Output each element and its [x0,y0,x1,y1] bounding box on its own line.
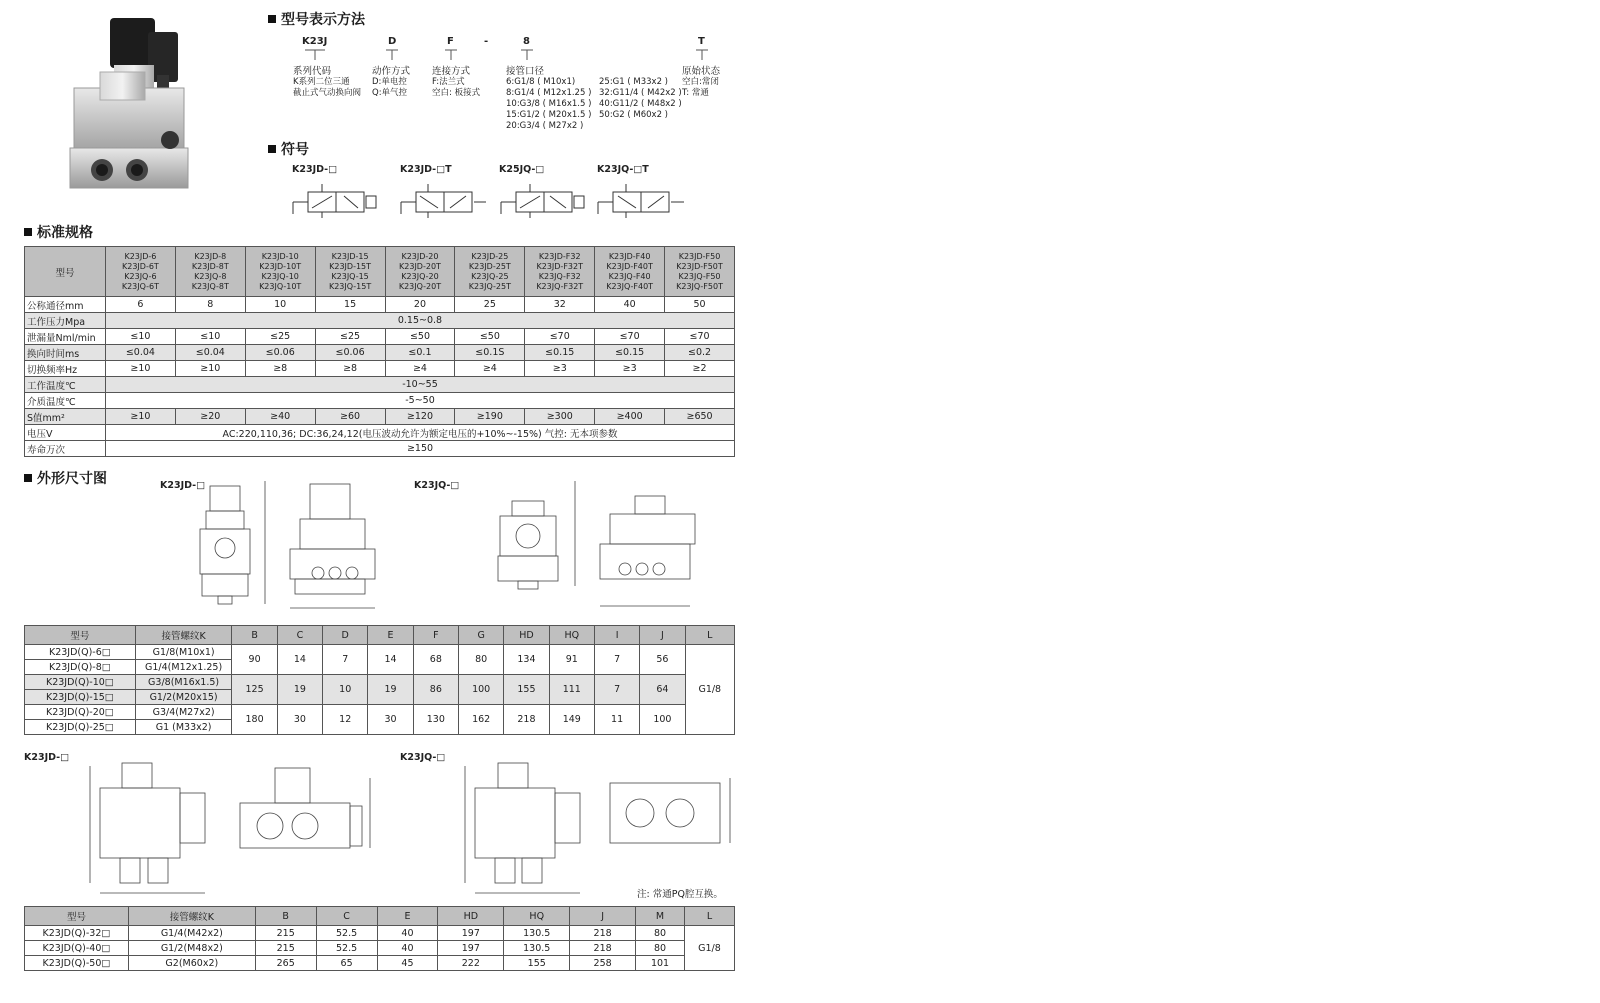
spec-cell: 40 [595,297,665,313]
dim1-cell: 100 [459,675,504,705]
dim2-cell: G1/4(M42x2) [128,926,255,941]
dim1-model: K23JD(Q)-20□ [25,705,136,720]
spec-row [25,345,735,361]
dim1-cell: 64 [640,675,685,705]
dim1-cell: 7 [594,645,639,675]
dim2-cell: 258 [570,956,636,971]
spec-header-label: 型号 [25,247,106,297]
dim1-model: K23JD(Q)-10□ [25,675,136,690]
spec-row-label: 寿命万次 [25,441,106,457]
spec-cell: 15 [315,297,385,313]
dimension-drawings-top [180,476,700,616]
dim1-thread: G1/8(M10x1) [135,645,232,660]
dim2-head: HQ [504,907,570,926]
spec-cell: ≤0.15 [595,345,665,361]
group-state: 原始状态 空白:常闭 T: 常通 [682,66,721,98]
spec-cell: 20 [385,297,455,313]
code-port: 8 [523,36,530,47]
spec-cell: ≥10 [105,409,175,425]
dim2-cell: 265 [255,956,316,971]
spec-model-col: K23JD-15 K23JD-15T K23JQ-15 K23JQ-15T [315,247,385,297]
dim2-head: L [684,907,734,926]
dim-table-2-header [25,907,735,926]
spec-cell: ≤70 [595,329,665,345]
dim1-cell: 130 [413,705,458,735]
dim2-cell: K23JD(Q)-40□ [25,941,129,956]
group-connection: 连接方式 F:法兰式 空白: 板接式 [432,66,481,98]
code-dash: - [484,36,489,47]
spec-row-label: 换向时间ms [25,345,106,361]
dim1-cell: 180 [232,705,277,735]
spec-cell: ≥8 [315,361,385,377]
model-section-title: 型号表示方法 [268,9,365,29]
code-state: T [698,36,705,47]
spec-cell: ≤25 [315,329,385,345]
product-photo [62,10,192,199]
dim2-head: C [316,907,377,926]
dim1-cell: 68 [413,645,458,675]
spec-cell: 6 [105,297,175,313]
spec-section-title: 标准规格 [24,222,93,242]
spec-cell: ≥3 [595,361,665,377]
dim2-cell: 45 [377,956,438,971]
dim2-l: G1/8 [684,926,734,971]
dim1-row [25,675,735,690]
spec-cell: ≥2 [665,361,735,377]
dim2-cell: 197 [438,926,504,941]
dim1-head: I [594,626,639,645]
spec-model-col: K23JD-10 K23JD-10T K23JQ-10 K23JQ-10T [245,247,315,297]
spec-cell: -5~50 [105,393,734,409]
spec-header-row [25,247,735,297]
spec-cell: ≥400 [595,409,665,425]
dim1-l: G1/8 [685,645,734,735]
symbol-label-3: K25JQ-□ [499,164,545,175]
spec-cell: ≤0.06 [245,345,315,361]
dim-table-1-header [25,626,735,645]
dim-table-2-body [25,926,735,971]
code-connection: F [447,36,454,47]
dim1-cell: 111 [549,675,594,705]
dim1-model: K23JD(Q)-8□ [25,660,136,675]
spec-body [25,297,735,457]
spec-cell: ≤0.15 [525,345,595,361]
dim1-head: 型号 [25,626,136,645]
dim1-cell: 56 [640,645,685,675]
spec-row-label: S值mm² [25,409,106,425]
dim1-cell: 19 [277,675,322,705]
spec-row [25,313,735,329]
spec-cell: ≤50 [385,329,455,345]
dim2-head: M [636,907,685,926]
dim1-head: D [323,626,368,645]
dim-table-1 [24,625,735,735]
dim1-model: K23JD(Q)-6□ [25,645,136,660]
code-action: D [388,36,397,47]
spec-cell: ≥10 [105,361,175,377]
dim1-head: HD [504,626,549,645]
dim1-cell: 134 [504,645,549,675]
dim1-cell: 125 [232,675,277,705]
dim1-cell: 19 [368,675,413,705]
dim1-cell: 90 [232,645,277,675]
spec-cell: ≤25 [245,329,315,345]
spec-cell: ≤50 [455,329,525,345]
dim2-cell: 40 [377,941,438,956]
spec-cell: ≥60 [315,409,385,425]
spec-row [25,425,735,441]
dim2-cell: G1/2(M48x2) [128,941,255,956]
valve-symbols [288,178,728,226]
dim1-head: J [640,626,685,645]
spec-cell: 32 [525,297,595,313]
dim1-cell: 7 [323,645,368,675]
dim2-row [25,956,735,971]
dim1-head: B [232,626,277,645]
drawing-label-jq-bottom: K23JQ-□ [400,752,446,763]
dim1-cell: 218 [504,705,549,735]
dim1-thread: G1/4(M12x1.25) [135,660,232,675]
spec-row-label: 工作温度℃ [25,377,106,393]
dim2-head: E [377,907,438,926]
spec-cell: 0.15~0.8 [105,313,734,329]
dimension-drawings-bottom [80,758,740,898]
dim2-cell: 52.5 [316,941,377,956]
spec-row-label: 泄漏量Nml/min [25,329,106,345]
dim1-row [25,645,735,660]
dim2-cell: 218 [570,941,636,956]
spec-cell: 8 [175,297,245,313]
spec-cell: ≥190 [455,409,525,425]
spec-cell: ≥300 [525,409,595,425]
spec-row [25,441,735,457]
dim2-cell: G2(M60x2) [128,956,255,971]
spec-cell: ≤0.04 [105,345,175,361]
dim2-cell: 155 [504,956,570,971]
spec-cell: AC:220,110,36; DC:36,24,12(电压波动允许为额定电压的+10%~-15%) 气控: 无本项参数 [105,425,734,441]
dim-section-title: 外形尺寸图 [24,468,107,488]
dim1-cell: 80 [459,645,504,675]
spec-row-label: 介质温度℃ [25,393,106,409]
spec-cell: ≤10 [175,329,245,345]
dim2-cell: 101 [636,956,685,971]
dim-table-1-body [25,645,735,735]
spec-row-label: 工作压力Mpa [25,313,106,329]
spec-row [25,297,735,313]
spec-cell: ≥20 [175,409,245,425]
spec-cell: 25 [455,297,525,313]
spec-cell: ≤10 [105,329,175,345]
dim1-cell: 100 [640,705,685,735]
spec-cell: ≤0.1 [385,345,455,361]
spec-model-col: K23JD-F40 K23JD-F40T K23JQ-F40 K23JQ-F40T [595,247,665,297]
dim1-cell: 155 [504,675,549,705]
spec-row-label: 电压V [25,425,106,441]
spec-cell: ≥8 [245,361,315,377]
dim1-cell: 12 [323,705,368,735]
drawing-label-jq-top: K23JQ-□ [414,480,460,491]
dim1-head: HQ [549,626,594,645]
dim2-head: HD [438,907,504,926]
dim2-head: B [255,907,316,926]
dim2-cell: 215 [255,941,316,956]
spec-cell: ≥150 [105,441,734,457]
spec-row-label: 公称通径mm [25,297,106,313]
symbol-label-4: K23JQ-□T [597,164,649,175]
spec-model-col: K23JD-F32 K23JD-F32T K23JQ-F32 K23JQ-F32T [525,247,595,297]
dim1-cell: 7 [594,675,639,705]
symbol-label-2: K23JD-□T [400,164,452,175]
dim1-cell: 14 [368,645,413,675]
spec-cell: ≥4 [455,361,525,377]
spec-cell: ≥4 [385,361,455,377]
spec-model-col: K23JD-25 K23JD-25T K23JQ-25 K23JQ-25T [455,247,525,297]
dim1-model: K23JD(Q)-25□ [25,720,136,735]
dim2-cell: 65 [316,956,377,971]
dim1-cell: 91 [549,645,594,675]
dim2-cell: K23JD(Q)-32□ [25,926,129,941]
symbol-label-1: K23JD-□ [292,164,338,175]
dim-note: 注: 常通PQ腔互换。 [637,889,723,900]
spec-cell: ≤70 [665,329,735,345]
dim2-cell: 52.5 [316,926,377,941]
spec-row [25,329,735,345]
spec-table [24,246,735,457]
dim2-head: 接管螺纹K [128,907,255,926]
group-port: 接管口径 6:G1/8 ( M10x1) 8:G1/4 ( M12x1.25 ) 10:G3/8 ( M16x1.5 ) 15:G1/2 ( M20x1.5 ) 20:G3/4 ( M27x2 ) [506,66,592,131]
spec-cell: ≤0.1S [455,345,525,361]
spec-cell: ≥650 [665,409,735,425]
spec-row [25,361,735,377]
dim1-thread: G1 (M33x2) [135,720,232,735]
spec-model-col: K23JD-F50 K23JD-F50T K23JQ-F50 K23JQ-F50T [665,247,735,297]
dim2-cell: 222 [438,956,504,971]
spec-model-col: K23JD-20 K23JD-20T K23JQ-20 K23JQ-20T [385,247,455,297]
dim1-cell: 86 [413,675,458,705]
spec-row [25,409,735,425]
dim1-thread: G3/4(M27x2) [135,705,232,720]
dim1-head: C [277,626,322,645]
drawing-label-jd-bottom: K23JD-□ [24,752,70,763]
dim2-cell: 80 [636,941,685,956]
dim2-cell: 218 [570,926,636,941]
dim1-thread: G3/8(M16x1.5) [135,675,232,690]
spec-cell: ≤0.04 [175,345,245,361]
spec-cell: 10 [245,297,315,313]
dim1-head: 接管螺纹K [135,626,232,645]
dim2-cell: 197 [438,941,504,956]
symbol-section-title: 符号 [268,139,309,159]
spec-cell: ≤0.2 [665,345,735,361]
dim1-head: E [368,626,413,645]
dim2-row [25,941,735,956]
dim1-cell: 11 [594,705,639,735]
dim1-cell: 162 [459,705,504,735]
spec-row [25,377,735,393]
spec-cell: ≥10 [175,361,245,377]
dim2-head: 型号 [25,907,129,926]
dim1-cell: 149 [549,705,594,735]
dim2-cell: 40 [377,926,438,941]
spec-cell: ≤0.06 [315,345,385,361]
dim1-cell: 30 [277,705,322,735]
group-action: 动作方式 D:单电控 Q:单气控 [372,66,411,98]
spec-model-col: K23JD-6 K23JD-6T K23JQ-6 K23JQ-6T [105,247,175,297]
dim2-cell: 130.5 [504,941,570,956]
dim2-cell: 80 [636,926,685,941]
dim1-thread: G1/2(M20x15) [135,690,232,705]
group-port-large: 25:G1 ( M33x2 ) 32:G11/4 ( M42x2 ) 40:G11/2 ( M48x2 ) 50:G2 ( M60x2 ) [599,77,682,120]
spec-cell: ≥3 [525,361,595,377]
dim2-head: J [570,907,636,926]
dim-table-2 [24,906,735,971]
spec-cell: ≥40 [245,409,315,425]
spec-cell: ≥120 [385,409,455,425]
spec-cell: -10~55 [105,377,734,393]
spec-row-label: 切换频率Hz [25,361,106,377]
dim1-head: G [459,626,504,645]
group-series: 系列代码 K系列二位三通 截止式气动换向阀 [293,66,362,98]
spec-row [25,393,735,409]
dim1-cell: 30 [368,705,413,735]
spec-model-col: K23JD-8 K23JD-8T K23JQ-8 K23JQ-8T [175,247,245,297]
spec-cell: ≤70 [525,329,595,345]
drawing-label-jd-top: K23JD-□ [160,480,206,491]
dim1-row [25,705,735,720]
dim1-head: F [413,626,458,645]
dim1-head: L [685,626,734,645]
dim2-cell: K23JD(Q)-50□ [25,956,129,971]
dim1-model: K23JD(Q)-15□ [25,690,136,705]
dim2-cell: 215 [255,926,316,941]
code-series: K23J [302,36,328,47]
dim2-row [25,926,735,941]
spec-cell: 50 [665,297,735,313]
dim1-cell: 14 [277,645,322,675]
dim1-cell: 10 [323,675,368,705]
code-ticks [290,48,730,68]
dim2-cell: 130.5 [504,926,570,941]
